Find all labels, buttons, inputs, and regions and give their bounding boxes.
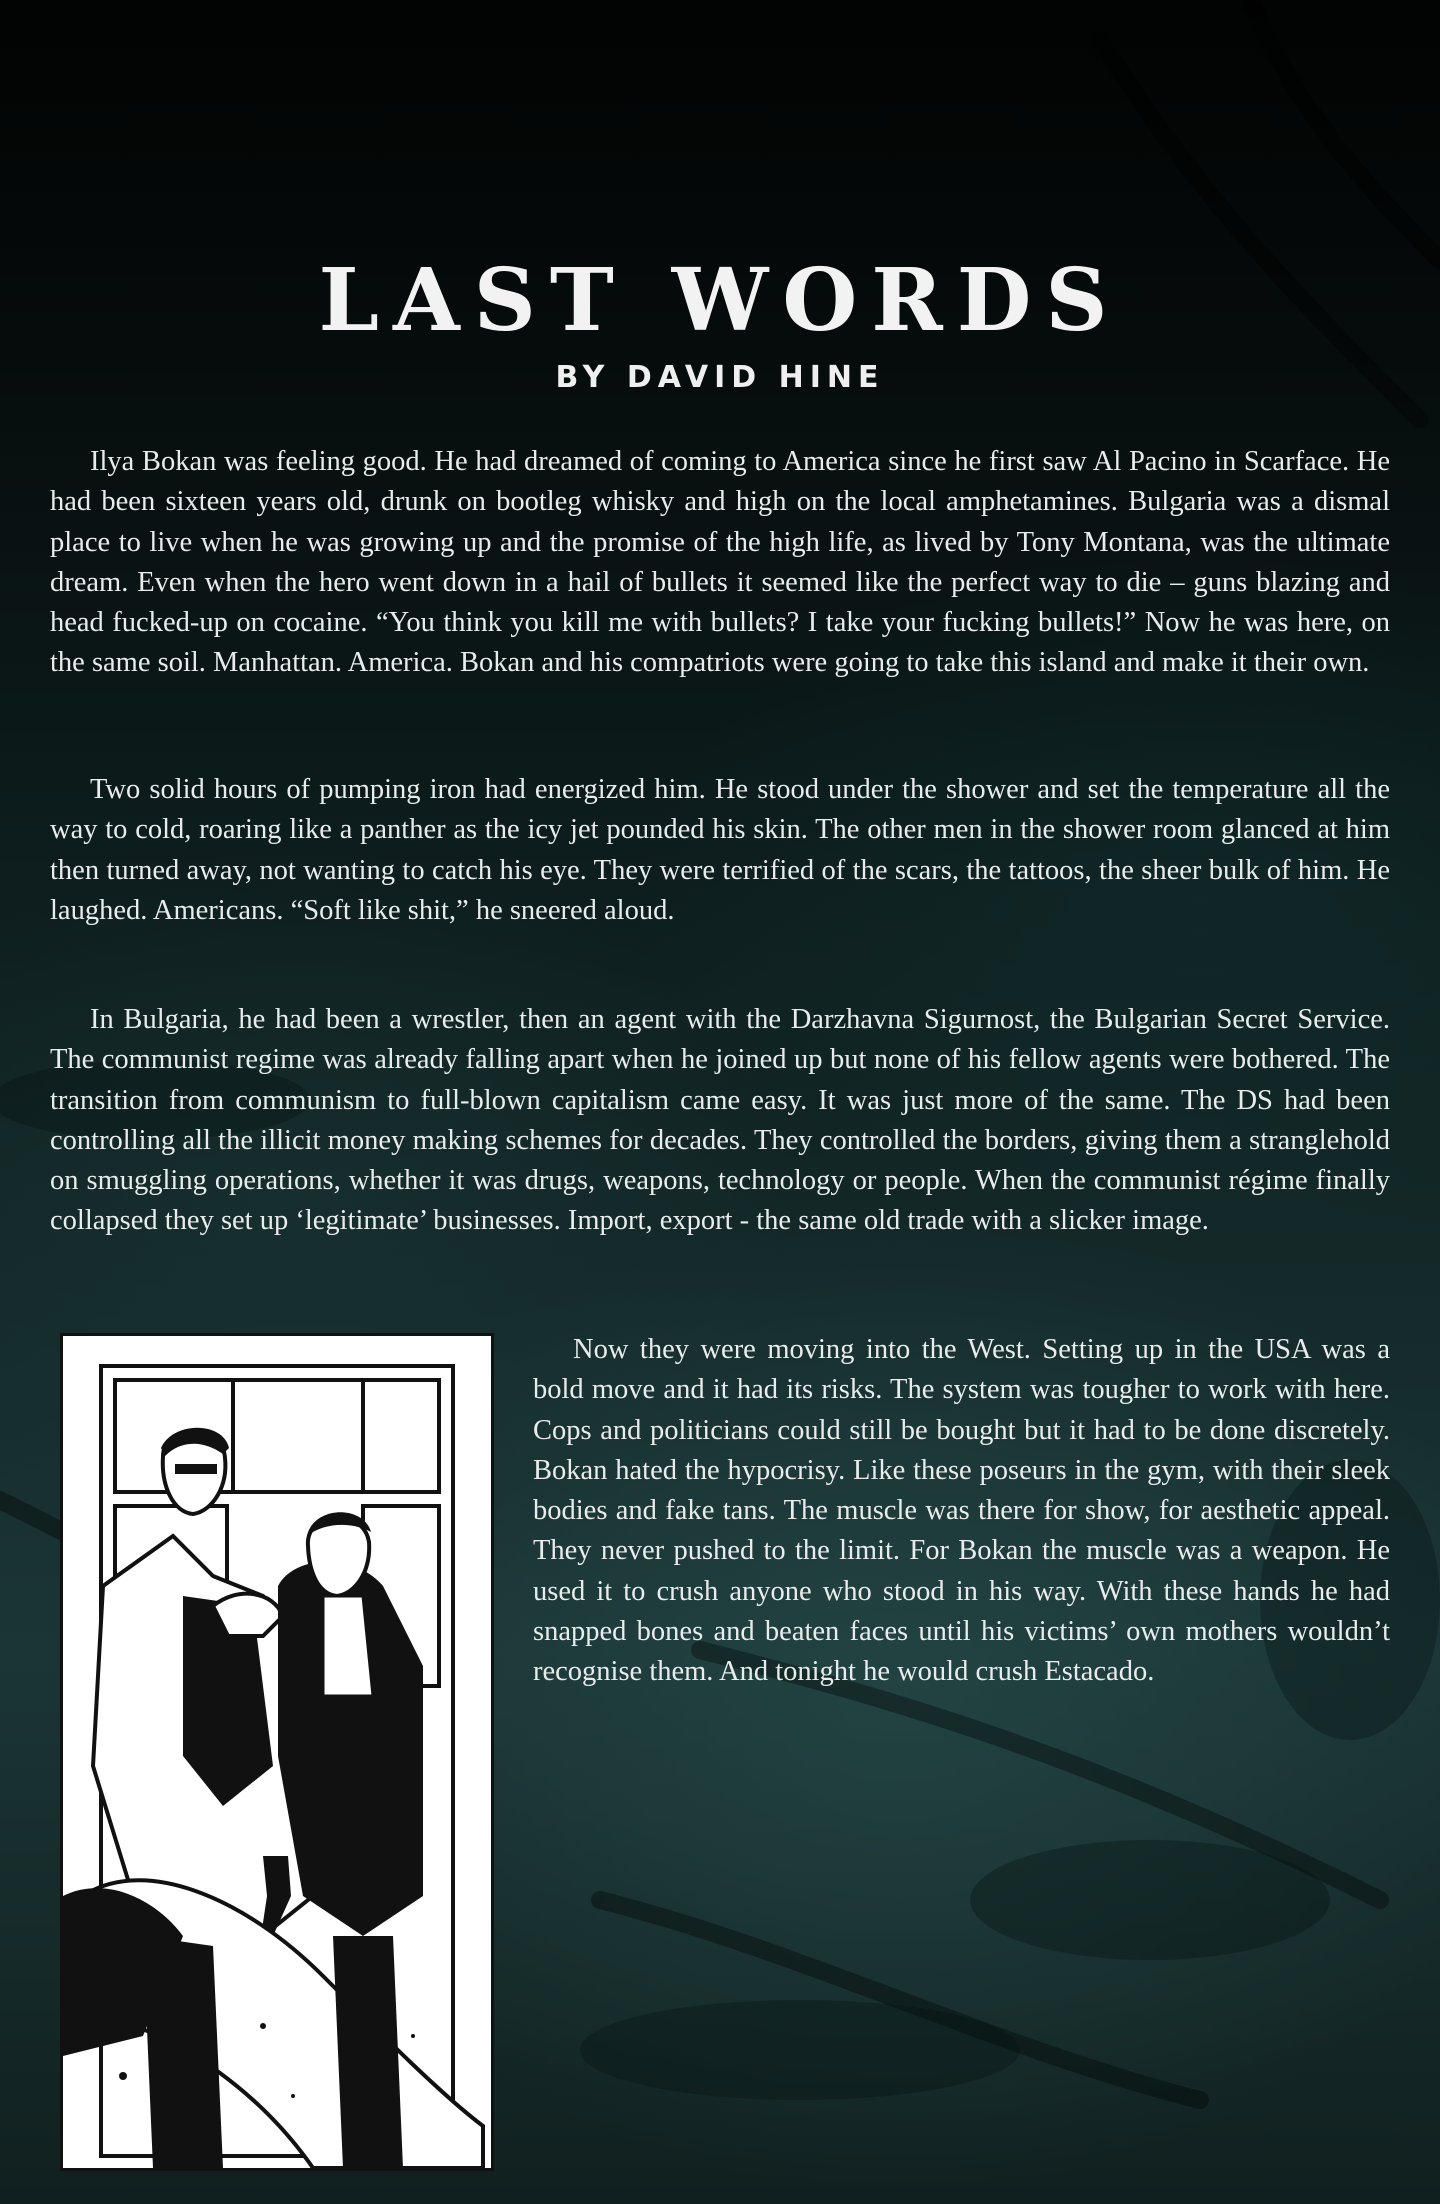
story-title: LAST WORDS	[318, 250, 1122, 351]
paragraph-2: Two solid hours of pumping iron had energized him. He stood under the shower and set the temperature all the way to cold, roaring like a panther as the icy jet pounded his skin. The other men in the shower room glanced at him then turned away, not wanting to catch his eye. They were terrified of the scars, the tattoos, the sheer bulk of him. He laughed. Americans. “Soft like shit,” he sneered aloud.	[50, 774, 1390, 926]
paragraph-3: In Bulgaria, he had been a wrestler, then an agent with the Darzhavna Sigurnost, the Bulgarian Secret Service. The communist regime was already falling apart when he joined up but none of his fellow agents were bothered. The transition from communism to full-blown capitalism came easy. It was just more of the same. The DS had been controlling all the illicit money making schemes for decades. They controlled the borders, giving them a stranglehold on smuggling operations, whether it was drugs, weapons, technology or people. When the communist régime finally collapsed they set up ‘legitimate’ businesses. Import, export - the same old trade with a slicker image.	[50, 1004, 1390, 1237]
paragraph-1: Ilya Bokan was feeling good. He had dreamed of coming to America since he first saw Al Pacino in Scarface. He had been sixteen years old, drunk on bootleg whisky and high on the local amphetamines. Bulgaria was a dismal place to live when he was growing up and the promise of the high life, as lived by Tony Montana, was the ultimate dream. Even when the hero went down in a hail of bullets it seemed like the perfect way to die – guns blazing and head fucked-up on cocaine. “You think you kill me with bullets? I take your fucking bullets!” Now he was here, on the same soil. Manhattan. America. Bokan and his compatriots were going to take this island and make it their own.	[50, 446, 1390, 679]
story-byline: BY DAVID HINE	[555, 360, 885, 395]
comic-illustration-panel	[60, 1333, 494, 2171]
paragraph-4: Now they were moving into the West. Setting up in the USA was a bold move and it had its risks. The system was tougher to work with here. Cops and politicians could still be bought but it had to be done discretely. Bokan hated the hypocrisy. Like these poseurs in the gym, with their sleek bodies and fake tans. The muscle was there for show, for aesthetic appeal. They never pushed to the limit. For Bokan the muscle was a weapon. He used it to crush anyone who stood in his way. With these hands he had snapped bones and beaten faces until his victims’ own mothers wouldn’t recognise them. And tonight he would crush Estacado.	[533, 1334, 1390, 1688]
ink-illustration	[63, 1336, 491, 2168]
